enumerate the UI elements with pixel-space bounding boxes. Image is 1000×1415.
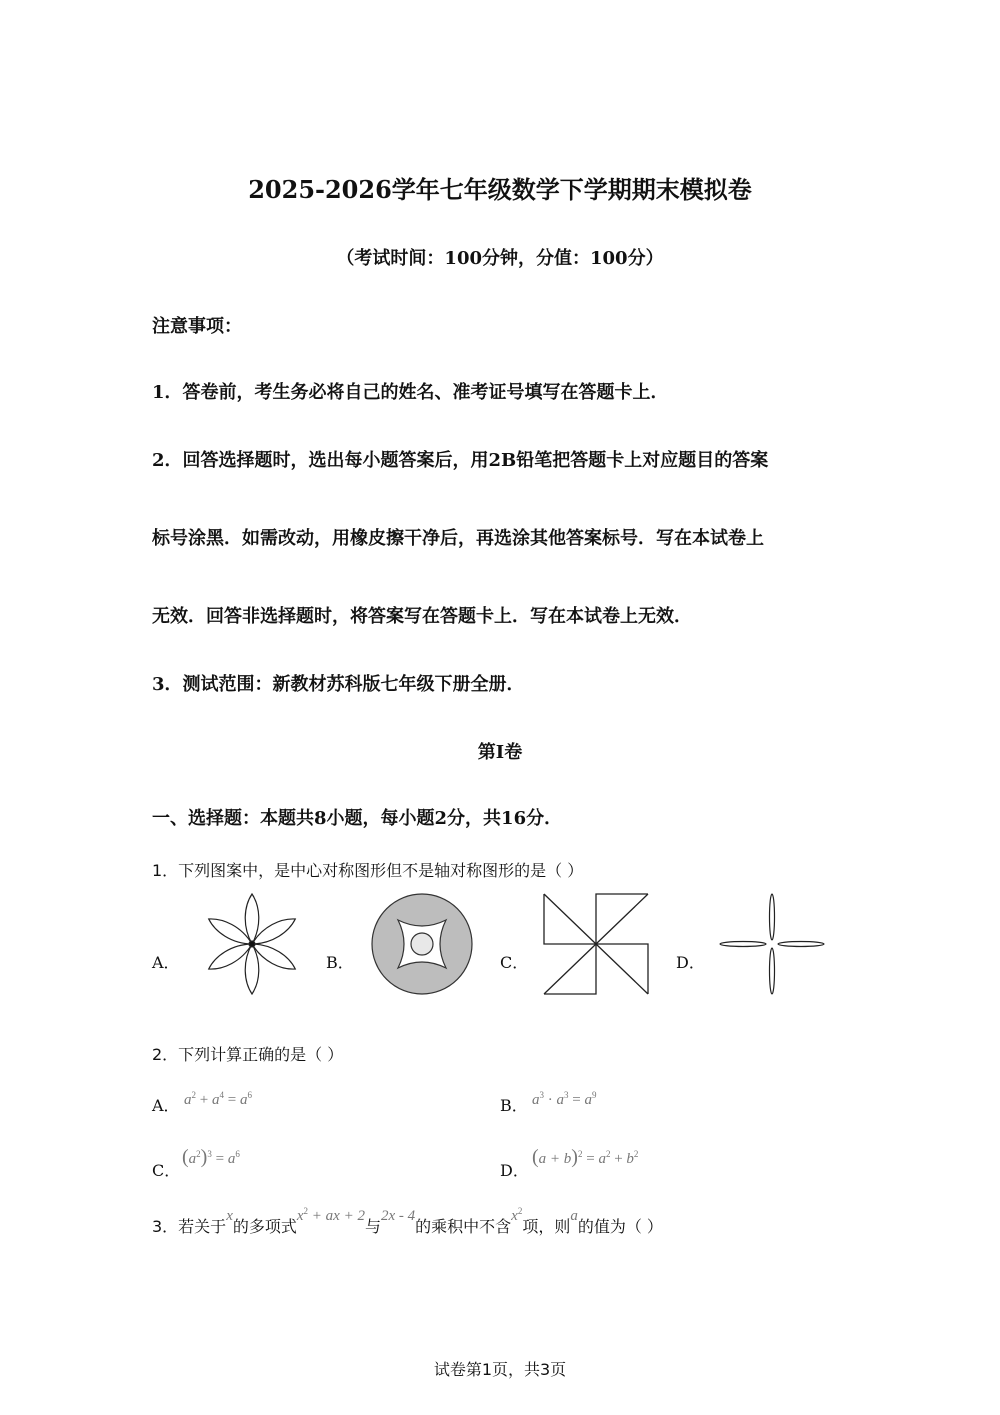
q1-option-a-flower-figure xyxy=(192,892,312,996)
question-2-stem: 2．下列计算正确的是（ ） xyxy=(152,1045,344,1064)
exam-subtitle: （考试时间：100分钟，分值：100分） xyxy=(336,248,664,269)
q1-option-c-pinwheel-figure xyxy=(542,892,650,996)
q2-option-c-label: C． xyxy=(152,1161,181,1180)
q2-option-b-expression: $a^3 \cdot a^3 = a^9$ xyxy=(532,1090,597,1108)
q1-option-b-coin-figure xyxy=(370,892,474,996)
q1-option-d-label: D． xyxy=(676,953,705,972)
q2-option-c-expression: $(a^2)^3 = a^6$ xyxy=(182,1146,240,1168)
note-item-2: 2．回答选择题时，选出每小题答案后，用2B铅笔把答题卡上对应题目的答案 xyxy=(152,450,769,471)
note-item-1: 1．答卷前，考生务必将自己的姓名、准考证号填写在答题卡上． xyxy=(152,382,669,403)
page-footer: 试卷第1页，共3页 xyxy=(433,1360,567,1379)
volume-heading: 第Ⅰ卷 xyxy=(477,742,523,763)
q2-option-d-label: D． xyxy=(500,1161,529,1180)
q1-option-a-label: A． xyxy=(152,953,180,972)
q2-option-a-label: A． xyxy=(152,1096,180,1115)
question-3-stem: 3．若关于x的多项式$x^2$ + ax + 2与2x - 4的乘积中不含$x^2$项，则a的值为（ ） xyxy=(152,1206,663,1236)
q1-option-b-label: B． xyxy=(326,953,354,972)
exam-title: 2025-2026学年七年级数学下学期期末模拟卷 xyxy=(248,175,752,204)
note-item-2-cont: 标号涂黑．如需改动，用橡皮擦干净后，再选涂其他答案标号．写在本试卷上 xyxy=(152,528,764,549)
q2-option-a-expression: $a^2 + a^4 = a^6$ xyxy=(184,1090,252,1108)
q1-option-d-cross-figure xyxy=(718,892,826,996)
q2-option-d-expression: $(a + b)^2 = a^2 + b^2$ xyxy=(532,1146,639,1168)
section-heading: 一、选择题：本题共8小题，每小题2分，共16分． xyxy=(152,808,563,829)
question-1-stem: 1．下列图案中，是中心对称图形但不是轴对称图形的是（ ） xyxy=(152,861,584,880)
q1-option-c-label: C． xyxy=(500,953,529,972)
note-item-2-cont2: 无效．回答非选择题时，将答案写在答题卡上．写在本试卷上无效． xyxy=(152,606,692,627)
q2-option-b-label: B． xyxy=(500,1096,528,1115)
note-item-3: 3．测试范围：新教材苏科版七年级下册全册． xyxy=(152,674,525,695)
notes-heading: 注意事项： xyxy=(152,316,242,337)
